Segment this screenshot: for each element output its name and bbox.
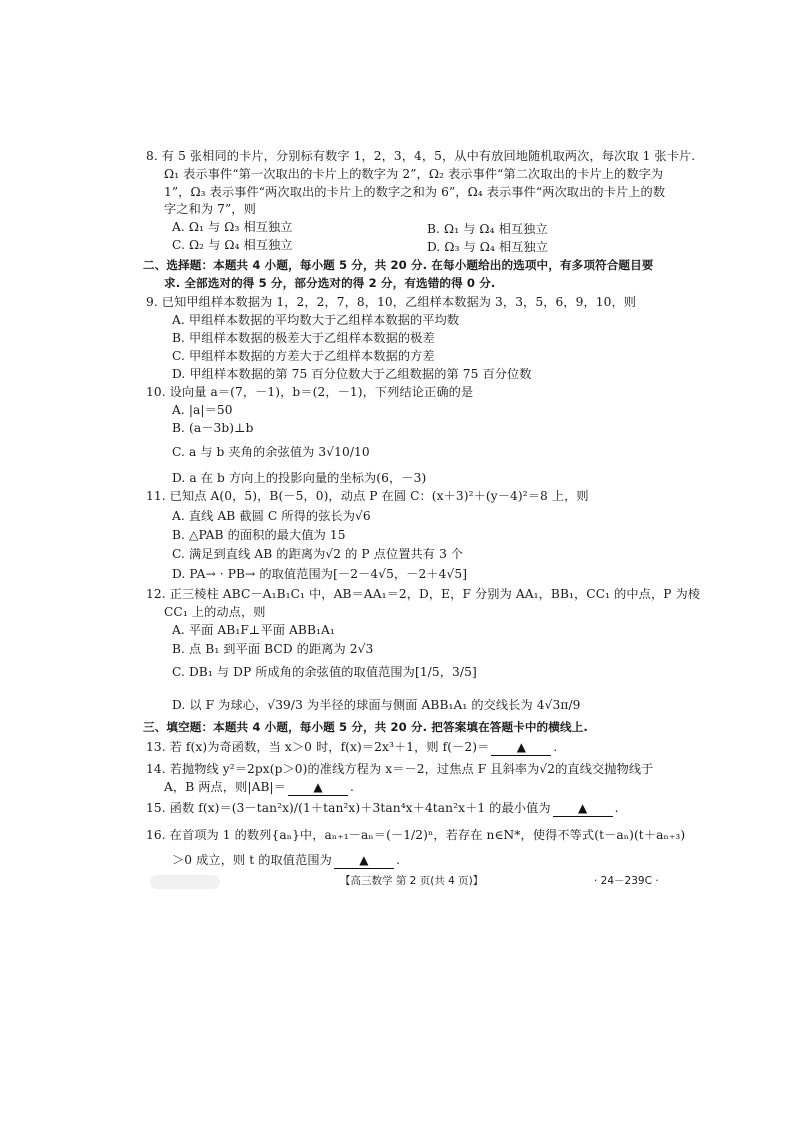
q12-option-b: B. 点 B₁ 到平面 BCD 的距离为 2√3	[172, 642, 374, 656]
q14-answer-blank	[288, 779, 348, 796]
q10-stem: 10. 设向量 a＝(7，－1)，b＝(2，－1)，下列结论正确的是	[146, 385, 474, 399]
q16-line-1: 16. 在首项为 1 的数列{aₙ}中，aₙ₊₁－aₙ＝(－1/2)ⁿ，若存在 n∈N*，使得不等式(t－aₙ)(t＋aₙ₊₃)	[146, 828, 686, 842]
q16-text: ＞0 成立，则 t 的取值范围为	[172, 853, 332, 867]
q14-line-1: 14. 若抛物线 y²＝2px(p＞0)的准线方程为 x＝－2，过焦点 F 且斜率为√2的直线交抛物线于	[146, 762, 654, 776]
q8-option-b: B. Ω₁ 与 Ω₄ 相互独立	[427, 222, 548, 236]
q15-text: 15. 函数 f(x)＝(3－tan²x)/(1＋tan²x)＋3tan⁴x＋4tan²x＋1 的最小值为	[146, 801, 551, 815]
q8-option-d: D. Ω₃ 与 Ω₄ 相互独立	[427, 240, 549, 254]
q8-option-a: A. Ω₁ 与 Ω₃ 相互独立	[172, 220, 293, 234]
answer-marker-icon: ▲	[359, 853, 369, 867]
q11-option-a: A. 直线 AB 截圆 C 所得的弦长为√6	[172, 509, 371, 523]
q13-text: 13. 若 f(x)为奇函数，当 x＞0 时，f(x)＝2x³＋1，则 f(－2)＝	[146, 740, 490, 754]
answer-marker-icon: ▲	[313, 780, 323, 794]
q11-stem: 11. 已知点 A(0，5)，B(－5，0)，动点 P 在圆 C：(x＋3)²＋(y－4)²＝8 上，则	[146, 489, 589, 503]
q12-option-c: C. DB₁ 与 DP 所成角的余弦值的取值范围为[1/5，3/5]	[172, 665, 477, 679]
q8-option-c: C. Ω₂ 与 Ω₄ 相互独立	[172, 238, 293, 252]
q9-option-b: B. 甲组样本数据的极差大于乙组样本数据的极差	[172, 331, 435, 345]
q16: ＞0 成立，则 t 的取值范围为 ▲ .	[172, 853, 400, 867]
q15-answer-blank	[553, 800, 613, 817]
q10-option-c: C. a 与 b 夹角的余弦值为 3√10/10	[172, 445, 370, 459]
scan-smudge	[150, 875, 220, 889]
q8-line-1: 8. 有 5 张相同的卡片，分别标有数字 1，2，3，4，5，从中有放回地随机取两次，每次取 1 张卡片.	[146, 149, 696, 163]
q12-stem-2: CC₁ 上的动点，则	[164, 605, 266, 619]
q10-option-d: D. a 在 b 方向上的投影向量的坐标为(6，－3)	[172, 471, 427, 485]
section-3-heading: 三、填空题：本题共 4 小题，每小题 5 分，共 20 分. 把答案填在答题卡中的横线上.	[143, 720, 588, 734]
q9-stem: 9. 已知甲组样本数据为 1，2，2，7，8，10，乙组样本数据为 3，3，5，6，9，10，则	[146, 295, 637, 309]
q9-option-d: D. 甲组样本数据的第 75 百分位数大于乙组数据的第 75 百分位数	[172, 367, 532, 381]
section-2-heading: 二、选择题：本题共 4 小题，每小题 5 分，共 20 分. 在每小题给出的选项中，有多项符合题目要	[143, 258, 654, 272]
footer-exam-code: · 24－239C ·	[594, 875, 659, 887]
q13: 13. 若 f(x)为奇函数，当 x＞0 时，f(x)＝2x³＋1，则 f(－2)＝ ▲ .	[146, 740, 558, 754]
q12-stem-1: 12. 正三棱柱 ABC－A₁B₁C₁ 中，AB＝AA₁＝2，D，E，F 分别为 AA₁，BB₁，CC₁ 的中点，P 为棱	[146, 587, 701, 601]
q11-option-d: D. PA→ · PB→ 的取值范围为[－2－4√5，－2＋4√5]	[172, 567, 468, 581]
q9-option-a: A. 甲组样本数据的平均数大于乙组样本数据的平均数	[172, 313, 460, 327]
answer-marker-icon: ▲	[516, 740, 527, 754]
footer-page-title: 【高三数学 第 2 页(共 4 页)】	[340, 875, 484, 887]
q8-line-2: Ω₁ 表示事件“第一次取出的卡片上的数字为 2”，Ω₂ 表示事件“第二次取出的卡片上的数字为	[164, 167, 664, 181]
section-2-instructions: 求. 全部选对的得 5 分，部分选对的得 2 分，有选错的得 0 分.	[164, 276, 496, 290]
q13-answer-blank	[491, 739, 551, 756]
q16-answer-blank	[334, 852, 394, 869]
q12-option-a: A. 平面 AB₁F⊥平面 ABB₁A₁	[172, 623, 335, 637]
answer-marker-icon: ▲	[577, 801, 588, 815]
q14: A，B 两点，则|AB|＝ ▲ .	[164, 780, 355, 794]
q11-option-c: C. 满足到直线 AB 的距离为√2 的 P 点位置共有 3 个	[172, 547, 464, 561]
q9-option-c: C. 甲组样本数据的方差大于乙组样本数据的方差	[172, 349, 435, 363]
q10-option-b: B. (a－3b)⊥b	[172, 421, 254, 435]
q11-option-b: B. △PAB 的面积的最大值为 15	[172, 528, 346, 542]
q12-option-d: D. 以 F 为球心，√39/3 为半径的球面与侧面 ABB₁A₁ 的交线长为 4√3π/9	[172, 698, 581, 712]
q14-text: A，B 两点，则|AB|＝	[164, 780, 287, 794]
q8-line-4: 字之和为 7”，则	[164, 202, 256, 216]
q15: 15. 函数 f(x)＝(3－tan²x)/(1＋tan²x)＋3tan⁴x＋4tan²x＋1 的最小值为 ▲ .	[146, 801, 619, 815]
q8-line-3: 1”，Ω₃ 表示事件“两次取出的卡片上的数字之和为 6”，Ω₄ 表示事件“两次取出的卡片上的数	[164, 185, 666, 199]
q10-option-a: A. |a|＝50	[172, 403, 233, 417]
